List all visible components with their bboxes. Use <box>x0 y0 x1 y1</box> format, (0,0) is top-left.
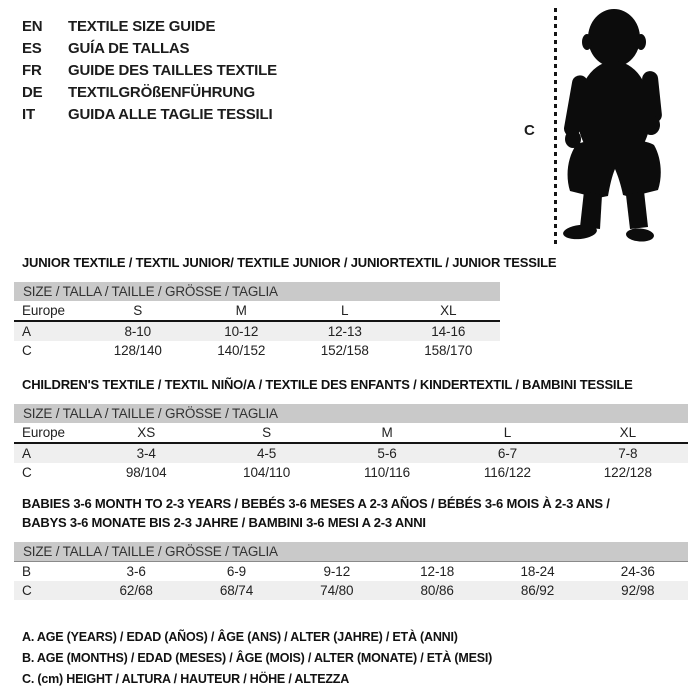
size-cell: XL <box>440 303 457 318</box>
row-label: C <box>22 465 32 480</box>
value-cell: 24-36 <box>620 564 655 579</box>
footnote-b: B. AGE (MONTHS) / EDAD (MESES) / ÂGE (MOIS) / ALTER (MONATE) / ETÀ (MESI) <box>22 651 493 665</box>
children-section-title: CHILDREN'S TEXTILE / TEXTIL NIÑO/A / TEXTILE DES ENFANTS / KINDERTEXTIL / BAMBINI TESSILE <box>22 377 633 392</box>
value-cell: 98/104 <box>125 465 167 480</box>
table-row-c <box>14 463 688 482</box>
height-measure-label: C <box>524 122 535 139</box>
size-cell: XL <box>619 425 636 440</box>
table-row-c <box>14 341 500 360</box>
row-label: Europe <box>22 303 65 318</box>
value-cell: 104/110 <box>243 465 291 480</box>
children-size-table <box>14 404 688 482</box>
value-cell: 18-24 <box>520 564 555 579</box>
footnote-c: C. (cm) HEIGHT / ALTURA / HAUTEUR / HÖHE / ALTEZZA <box>22 672 350 686</box>
size-cell: XS <box>137 425 156 440</box>
value-cell: 6-7 <box>497 446 518 461</box>
value-cell: 140/152 <box>217 343 266 358</box>
size-cell: L <box>341 303 349 318</box>
size-cell: S <box>262 425 272 440</box>
language-code: ES <box>22 39 42 57</box>
language-label: GUÍA DE TALLAS <box>68 39 190 57</box>
table-row-c <box>14 581 688 600</box>
language-row-en <box>22 15 277 37</box>
language-code: IT <box>22 105 35 123</box>
babies-title-line1: BABIES 3-6 MONTH TO 2-3 YEARS / BEBÉS 3-6 MESES A 2-3 AÑOS / BÉBÉS 3-6 MOIS À 2-3 ANS / <box>22 496 610 511</box>
value-cell: 14-16 <box>431 324 466 339</box>
row-label: Europe <box>22 425 65 440</box>
height-measure-figure <box>520 0 700 255</box>
babies-section-title <box>22 494 610 532</box>
language-list <box>22 15 277 125</box>
table-row-a <box>14 322 500 341</box>
value-cell: 5-6 <box>377 446 397 461</box>
value-cell: 68/74 <box>219 583 254 598</box>
junior-size-table <box>14 282 500 360</box>
table-row-europe <box>14 423 688 442</box>
value-cell: 9-12 <box>323 564 351 579</box>
value-cell: 74/80 <box>320 583 354 598</box>
table-row-b <box>14 562 688 581</box>
value-cell: 7-8 <box>618 446 638 461</box>
language-code: EN <box>22 17 43 35</box>
junior-section-title: JUNIOR TEXTILE / TEXTIL JUNIOR/ TEXTILE JUNIOR / JUNIORTEXTIL / JUNIOR TESSILE <box>22 255 557 270</box>
value-cell: 4-5 <box>257 446 277 461</box>
table-row-a <box>14 444 688 463</box>
value-cell: 110/116 <box>363 465 411 480</box>
value-cell: 86/92 <box>520 583 555 598</box>
value-cell: 80/86 <box>420 583 454 598</box>
size-cell: M <box>235 303 247 318</box>
size-cell: M <box>381 425 393 440</box>
row-label: C <box>22 343 32 358</box>
value-cell: 158/170 <box>424 343 473 358</box>
value-cell: 116/122 <box>483 465 531 480</box>
footnote-a: A. AGE (YEARS) / EDAD (AÑOS) / ÂGE (ANS) / ALTER (JAHRE) / ETÀ (ANNI) <box>22 630 458 644</box>
value-cell: 3-4 <box>136 446 156 461</box>
row-label: A <box>22 324 31 339</box>
value-cell: 152/158 <box>320 343 369 358</box>
value-cell: 92/98 <box>621 583 655 598</box>
value-cell: 12-18 <box>420 564 455 579</box>
footnote-legend <box>22 627 492 690</box>
language-code: FR <box>22 61 42 79</box>
value-cell: 3-6 <box>126 564 146 579</box>
language-row-fr <box>22 59 277 81</box>
language-row-es <box>22 37 277 59</box>
value-cell: 62/68 <box>119 583 153 598</box>
value-cell: 122/128 <box>603 465 652 480</box>
size-cell: S <box>133 303 143 318</box>
row-label: B <box>22 564 31 579</box>
value-cell: 6-9 <box>226 564 247 579</box>
size-cell: L <box>503 425 512 440</box>
language-label: GUIDA ALLE TAGLIE TESSILI <box>68 105 273 123</box>
language-label: TEXTILE SIZE GUIDE <box>68 17 216 35</box>
babies-title-line2: BABYS 3-6 MONATE BIS 2-3 JAHRE / BAMBINI 3-6 MESI A 2-3 ANNI <box>22 515 426 530</box>
table-row-europe <box>14 301 500 320</box>
row-label: A <box>22 446 31 461</box>
value-cell: 10-12 <box>224 324 259 339</box>
toddler-silhouette <box>552 5 692 250</box>
language-row-it <box>22 103 277 125</box>
row-label: C <box>22 583 32 598</box>
language-label: TEXTILGRÖßENFÜHRUNG <box>68 83 256 101</box>
language-row-de <box>22 81 277 103</box>
language-code: DE <box>22 83 43 101</box>
value-cell: 12-13 <box>327 324 362 339</box>
value-cell: 128/140 <box>113 343 162 358</box>
babies-size-table <box>14 542 688 600</box>
size-header-band: SIZE / TALLA / TAILLE / GRÖSSE / TAGLIA <box>14 404 688 423</box>
language-label: GUIDE DES TAILLES TEXTILE <box>68 61 277 79</box>
size-header-band: SIZE / TALLA / TAILLE / GRÖSSE / TAGLIA <box>14 542 688 561</box>
size-header-band: SIZE / TALLA / TAILLE / GRÖSSE / TAGLIA <box>14 282 500 301</box>
value-cell: 8-10 <box>124 324 152 339</box>
